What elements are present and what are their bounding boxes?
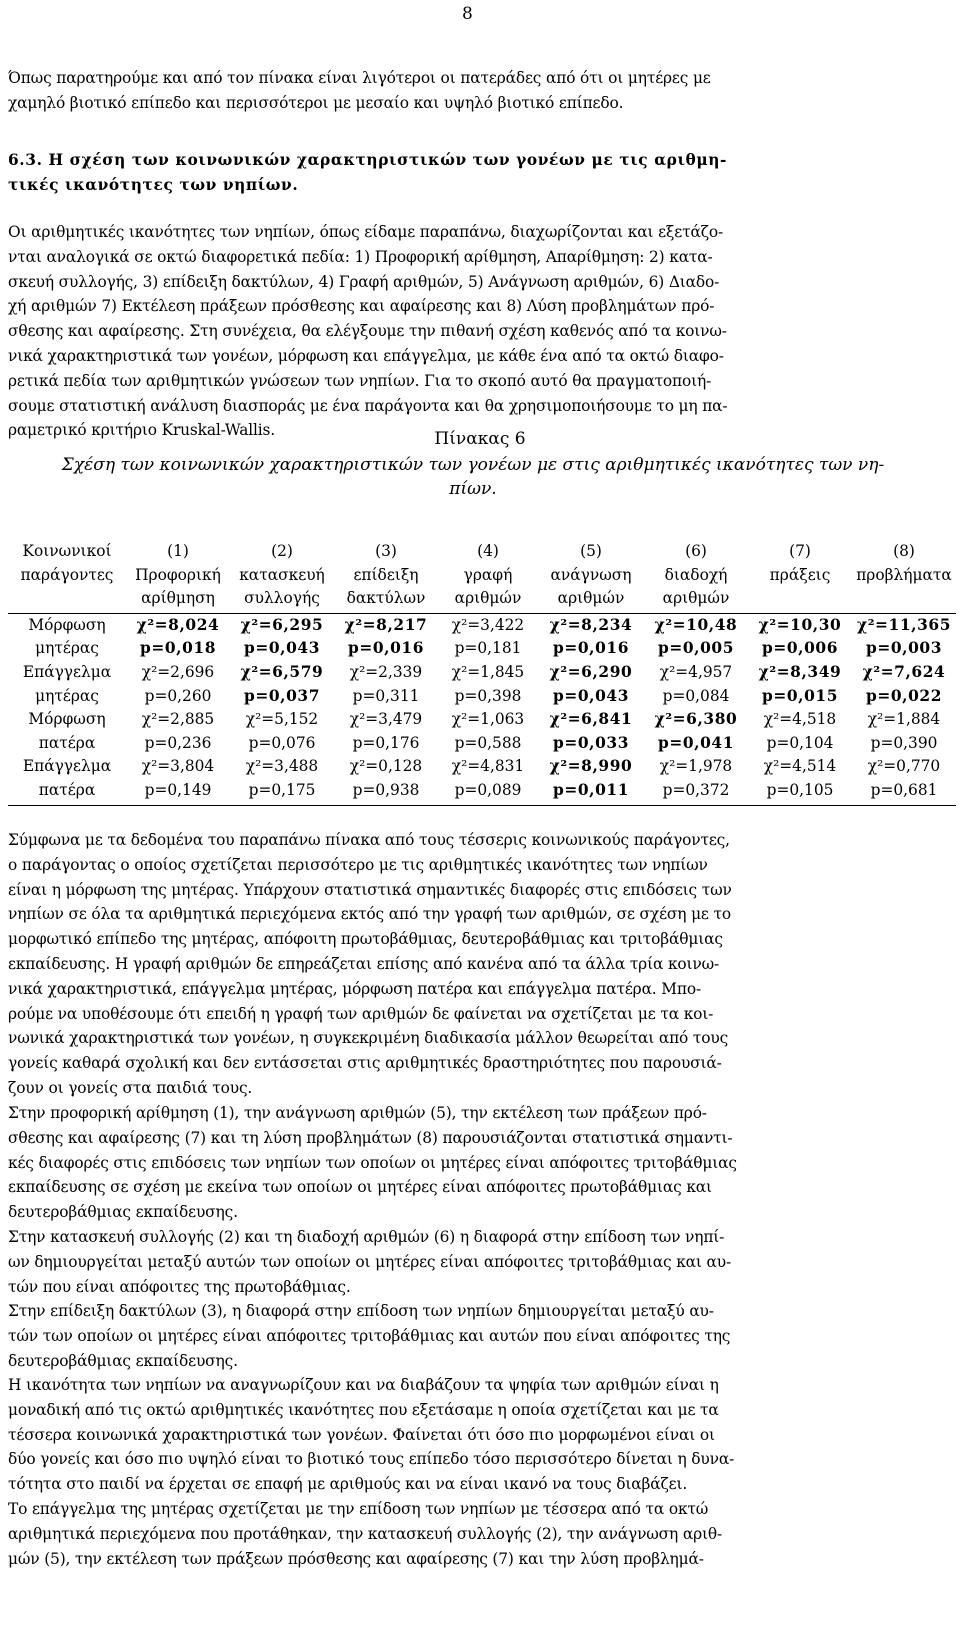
- table-cell: [230, 613, 334, 661]
- intro-paragraph: Όπως παρατηρούμε και από τον πίνακα είναι λιγότεροι οι πατεράδες από ότι οι μητέρες με χαμηλό βιοτικό επίπεδο και περισσότεροι με μεσαίο και υψηλό βιοτικό επίπεδο.: [8, 69, 711, 112]
- p-value: p=0,236: [144, 733, 212, 752]
- chi-square-value: χ²=1,884: [867, 710, 941, 729]
- p-value: p=0,372: [662, 780, 730, 799]
- chi-square-value: χ²=8,217: [344, 615, 428, 634]
- row-label: Μόρφωση μητέρας: [28, 615, 106, 658]
- row-label: Επάγγελμα πατέρα: [8, 755, 126, 805]
- table-cell: [438, 661, 538, 708]
- table-column-header: (8) προβλήματα: [852, 540, 956, 613]
- chi-square-value: χ²=8,990: [549, 757, 633, 776]
- table-cell: [438, 708, 538, 755]
- p-value: p=0,016: [347, 639, 425, 658]
- chi-square-value: χ²=4,518: [763, 710, 837, 729]
- table-cell: [748, 755, 852, 805]
- table-cell: [230, 708, 334, 755]
- chi-square-value: χ²=4,957: [659, 662, 733, 681]
- p-value: p=0,089: [454, 780, 522, 799]
- p-value: p=0,105: [766, 780, 834, 799]
- table-cell: [644, 708, 748, 755]
- body-paragraph-6: Η ικανότητα των νηπίων να αναγνωρίζουν και να διαβάζουν τα ψηφία των αριθμών είναι η μοναδική από τις οκτώ αριθμητικές ικανότητες που εξετάσαμε η οποία σχετίζεται και με τα τέσσερα κοινωνικά χαρακτηριστικά των γονέων. Φαίνεται ότι όσο πιο μορφωμένοι είναι οι δύο γονείς και όσο πιο υψηλό είναι το βιοτικό τους επίπεδο τόσο περισσότερο δίνεται η δυνα- τότητα στο παιδί να έρχεται σε επαφή με αριθμούς και να είναι ικανό να τους διαβάζει.: [8, 1376, 735, 1494]
- table-cell: [538, 613, 644, 661]
- table-caption-title: Πίνακας 6: [434, 429, 526, 449]
- p-value: p=0,398: [454, 686, 522, 705]
- chi-square-value: χ²=5,152: [245, 710, 319, 729]
- table-row: [8, 755, 956, 805]
- p-value: p=0,938: [352, 780, 420, 799]
- chi-square-value: χ²=3,488: [245, 757, 319, 776]
- statistics-table: [8, 540, 956, 806]
- table-cell: [126, 661, 230, 708]
- table-cell: [852, 755, 956, 805]
- p-value: p=0,015: [761, 686, 839, 705]
- row-label: Μόρφωση πατέρα: [28, 710, 106, 752]
- p-value: p=0,588: [454, 733, 522, 752]
- table-cell: [334, 613, 438, 661]
- table-cell: [852, 661, 956, 708]
- p-value: p=0,022: [865, 686, 943, 705]
- chi-square-value: χ²=6,579: [240, 662, 324, 681]
- table-column-header: (2) κατασκευή συλλογής: [230, 540, 334, 613]
- table-cell: [438, 755, 538, 805]
- p-value: p=0,175: [248, 780, 316, 799]
- chi-square-value: χ²=8,349: [758, 662, 842, 681]
- p-value: p=0,176: [352, 733, 420, 752]
- chi-square-value: χ²=7,624: [862, 662, 946, 681]
- p-value: p=0,260: [144, 686, 212, 705]
- table-cell: [230, 755, 334, 805]
- table-cell: [334, 661, 438, 708]
- chi-square-value: χ²=10,48: [654, 615, 738, 634]
- table-cell: [852, 708, 956, 755]
- p-value: p=0,033: [552, 733, 630, 752]
- p-value: p=0,011: [552, 780, 630, 799]
- chi-square-value: χ²=1,845: [451, 662, 525, 681]
- chi-square-value: χ²=6,380: [654, 710, 738, 729]
- table-cell: [334, 755, 438, 805]
- section-heading: 6.3. Η σχέση των κοινωνικών χαρακτηριστικών των γονέων με τις αριθμη- τικές ικανότητες των νηπίων.: [8, 151, 728, 194]
- p-value: p=0,084: [662, 686, 730, 705]
- table-cell: [538, 708, 644, 755]
- table-column-header: (3) επίδειξη δακτύλων: [334, 540, 438, 613]
- table-header-label: Κοινωνικοί παράγοντες: [8, 540, 126, 613]
- chi-square-value: χ²=2,885: [141, 710, 215, 729]
- p-value: p=0,390: [870, 733, 938, 752]
- table-header-row: [8, 540, 956, 613]
- table-cell: [126, 755, 230, 805]
- chi-square-value: χ²=3,422: [451, 615, 525, 634]
- chi-square-value: χ²=6,841: [549, 710, 633, 729]
- chi-square-value: χ²=6,290: [549, 662, 633, 681]
- chi-square-value: χ²=1,063: [451, 710, 525, 729]
- p-value: p=0,043: [243, 639, 321, 658]
- chi-square-value: χ²=4,514: [763, 757, 837, 776]
- p-value: p=0,043: [552, 686, 630, 705]
- body-paragraph-1: Οι αριθμητικές ικανότητες των νηπίων, όπως είδαμε παραπάνω, διαχωρίζονται και εξετάζο- νται αναλογικά σε οκτώ διαφορετικά πεδία: 1) Προφορική αρίθμηση, Απαρίθμηση: 2) κατα- σκευή συλλογής, 3) επίδειξη δακτύλων, 4) Γραφή αριθμών, 5) Ανάγνωση αριθμών, 6) Διαδο- χή αριθμών 7) Εκτέλεση πράξεων πρόσθεσης και αφαίρεσης και 8) Λύση προβλημάτων πρό- σθεσης και αφαίρεσης. Στη συνέχεια, θα ελέγξουμε την πιθανή σχέση καθενός από τα κοινω- νικά χαρακτηριστικά των γονέων, μόρφωση και επάγγελμα, με κάθε ένα από τα οκτώ διαφο- ρετικά πεδία των αριθμητικών γνώσεων των νηπίων. Για το σκοπό αυτό θα πραγματοποιή- σουμε στατιστική ανάλυση διασποράς με ένα παράγοντα και θα χρησιμοποιήσουμε το μη πα- ραμετρικό κριτήριο Kruskal-Wallis.: [8, 223, 728, 440]
- table-column-header: (1) Προφορική αρίθμηση: [126, 540, 230, 613]
- chi-square-value: χ²=2,339: [349, 662, 423, 681]
- p-value: p=0,681: [870, 780, 938, 799]
- chi-square-value: χ²=8,234: [549, 615, 633, 634]
- body-paragraph-5: Στην επίδειξη δακτύλων (3), η διαφορά στην επίδοση των νηπίων δημιουργείται μεταξύ αυ- τών των οποίων οι μητέρες είναι απόφοιτες τριτοβάθμιας και αυτών που είναι απόφοιτες της δευτεροβάθμιας εκπαίδευσης.: [8, 1302, 731, 1370]
- table-cell: [538, 755, 644, 805]
- p-value: p=0,005: [657, 639, 735, 658]
- chi-square-value: χ²=11,365: [856, 615, 952, 634]
- table-column-header: (5) ανάγνωση αριθμών: [538, 540, 644, 613]
- chi-square-value: χ²=10,30: [758, 615, 842, 634]
- p-value: p=0,076: [248, 733, 316, 752]
- table-cell: [644, 661, 748, 708]
- table-cell: [538, 661, 644, 708]
- body-paragraph-2: Σύμφωνα με τα δεδομένα του παραπάνω πίνακα από τους τέσσερις κοινωνικούς παράγοντες, ο παράγοντας ο οποίος σχετίζεται περισσότερο με τις αριθμητικές ικανότητες των νηπίων είναι η μόρφωση της μητέρας. Υπάρχουν στατιστικά σημαντικές διαφορές στις επιδόσεις των νηπίων σε όλα τα αριθμητικά περιεχόμενα εκτός από την γραφή των αριθμών, σε σχέση με το μορφωτικό επίπεδο της μητέρας, απόφοιτη πρωτοβάθμιας, δευτεροβάθμιας και τριτοβάθμιας εκπαίδευσης. Η γραφή αριθμών δε επηρεάζεται επίσης από κανένα από τα άλλα τρία κοινω- νικά χαρακτηριστικά, επάγγελμα μητέρας, μόρφωση πατέρα και επάγγελμα πατέρα. Μπο- ρούμε να υποθέσουμε ότι επειδή η γραφή των αριθμών δε φαίνεται να σχετίζεται με τα κοι- νωνικά χαρακτηριστικά των γονέων, η συγκεκριμένη διαδικασία μάλλον θεωρείται από τους γονείς καθαρά σχολική και δεν εντάσσεται στις αριθμητικές δραστηριότητες που παρουσιά- ζουν οι γονείς στα παιδιά τους.: [8, 831, 732, 1097]
- p-value: p=0,311: [352, 686, 420, 705]
- table-cell: [126, 613, 230, 661]
- chi-square-value: χ²=2,696: [141, 662, 215, 681]
- table-column-header: (7) πράξεις: [748, 540, 852, 613]
- table-cell: [748, 613, 852, 661]
- chi-square-value: χ²=0,128: [349, 757, 423, 776]
- p-value: p=0,016: [552, 639, 630, 658]
- chi-square-value: χ²=3,804: [141, 757, 215, 776]
- table-row: [8, 708, 956, 755]
- p-value: p=0,018: [139, 639, 217, 658]
- p-value: p=0,181: [454, 639, 522, 658]
- p-value: p=0,003: [865, 639, 943, 658]
- chi-square-value: χ²=4,831: [451, 757, 525, 776]
- table-cell: [644, 613, 748, 661]
- p-value: p=0,104: [766, 733, 834, 752]
- table-cell: [852, 613, 956, 661]
- p-value: p=0,006: [761, 639, 839, 658]
- table-column-header: (6) διαδοχή αριθμών: [644, 540, 748, 613]
- body-paragraph-7: Το επάγγελμα της μητέρας σχετίζεται με την επίδοση των νηπίων με τέσσερα από τα οκτώ αριθμητικά περιεχόμενα που προτάθηκαν, την κατασκευή συλλογής (2), την ανάγνωση αριθ- μών (5), την εκτέλεση των πράξεων πρόσθεσης και αφαίρεσης (7) και την λύση προβλημά-: [8, 1500, 723, 1568]
- chi-square-value: χ²=6,295: [240, 615, 324, 634]
- table-cell: [748, 661, 852, 708]
- row-label: Επάγγελμα μητέρας: [22, 662, 112, 705]
- chi-square-value: χ²=8,024: [136, 615, 220, 634]
- page-number: 8: [462, 4, 473, 24]
- body-paragraph-4: Στην κατασκευή συλλογής (2) και τη διαδοχή αριθμών (6) η διαφορά στην επίδοση των νηπί- ων δημιουργείται μεταξύ αυτών των οποίων οι μητέρες είναι απόφοιτες τριτοβάθμιας και αυ- τών που είναι απόφοιτες της πρωτοβάθμιας.: [8, 1228, 732, 1296]
- table-row: [8, 613, 956, 661]
- table-cell: [748, 708, 852, 755]
- chi-square-value: χ²=0,770: [867, 757, 941, 776]
- p-value: p=0,037: [243, 686, 321, 705]
- body-paragraph-3: Στην προφορική αρίθμηση (1), την ανάγνωση αριθμών (5), την εκτέλεση των πράξεων πρό- σθεσης και αφαίρεσης (7) και τη λύση προβλημάτων (8) παρουσιάζονται στατιστικά σημαντι- κές διαφορές στις επιδόσεις των νηπίων των οποίων οι μητέρες είναι απόφοιτες τριτοβάθμιας εκπαίδευσης σε σχέση με εκείνα των οποίων οι μητέρες είναι απόφοιτες πρωτοβάθμιας και δευτεροβάθμιας εκπαίδευσης.: [8, 1104, 737, 1222]
- table-row: [8, 661, 956, 708]
- table-cell: [644, 755, 748, 805]
- table-cell: [230, 661, 334, 708]
- p-value: p=0,041: [657, 733, 735, 752]
- table-cell: [126, 708, 230, 755]
- chi-square-value: χ²=1,978: [659, 757, 733, 776]
- table-column-header: (4) γραφή αριθμών: [438, 540, 538, 613]
- p-value: p=0,149: [144, 780, 212, 799]
- table-cell: [438, 613, 538, 661]
- table-cell: [334, 708, 438, 755]
- chi-square-value: χ²=3,479: [349, 710, 423, 729]
- table-caption-subtitle: Σχέση των κοινωνικών χαρακτηριστικών των γονέων με στις αριθμητικές ικανότητες των νη- πίων.: [61, 455, 885, 499]
